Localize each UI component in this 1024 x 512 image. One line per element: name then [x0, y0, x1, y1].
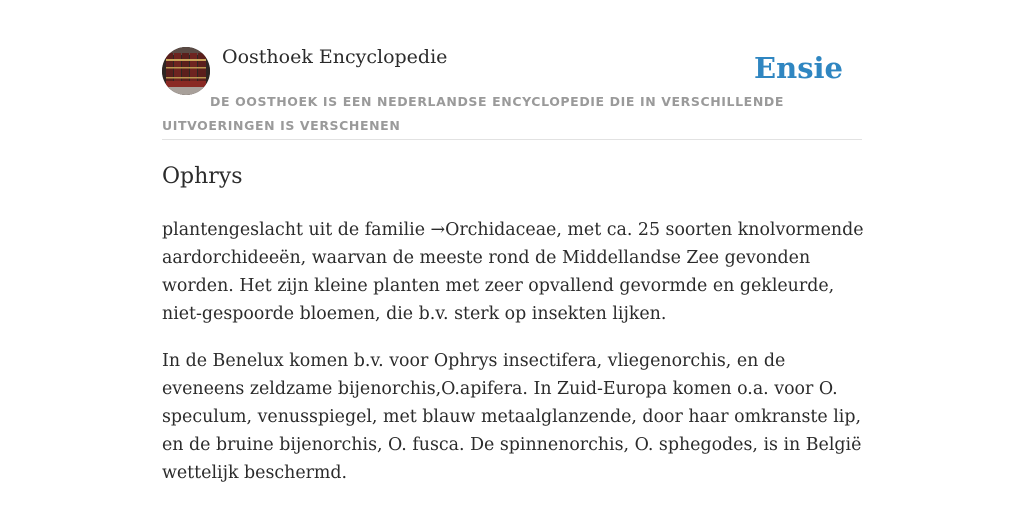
orchidaceae-link[interactable]: →Orchidaceae [430, 220, 557, 240]
brand-logo[interactable]: Ensie [754, 51, 843, 85]
page-title: Ophrys [162, 164, 243, 189]
paragraph-text: plantengeslacht uit de familie [162, 220, 431, 240]
article-paragraph [162, 216, 868, 328]
article-body [162, 216, 868, 506]
paragraph-text: , met ca. 25 soorten knolvormende aardorchideeën, waarvan de meeste rond de Middellandse Zee gevonden worden. Het zijn kleine planten met zeer opvallend gevormde en gekleurde, niet-gespoorde bloemen, die b.v. sterk op insekten lijken. [162, 220, 864, 324]
header-divider [162, 139, 862, 140]
encyclopedia-books-icon[interactable] [162, 47, 210, 95]
source-description: DE OOSTHOEK IS EEN NEDERLANDSE ENCYCLOPEDIE DIE IN VERSCHILLENDE UITVOERINGEN IS VERSCHENEN [162, 94, 784, 133]
article-paragraph: In de Benelux komen b.v. voor Ophrys insectifera, vliegenorchis, en de eveneens zeldzame bijenorchis,O.apifera. In Zuid-Europa komen o.a. voor O. speculum, venusspiegel, met blauw metaalglanzende, door haar omkranste lip, en de bruine bijenorchis, O. fusca. De spinnenorchis, O. sphegodes, is in België wettelijk beschermd. [162, 351, 862, 483]
source-name[interactable]: Oosthoek Encyclopedie [222, 46, 448, 68]
